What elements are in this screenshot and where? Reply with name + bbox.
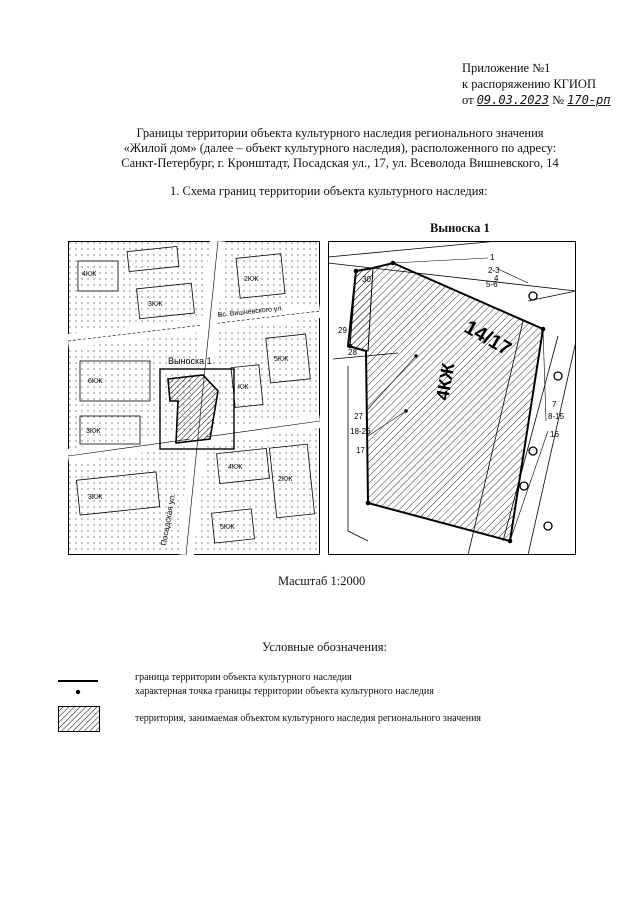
appendix-number: 170-рп <box>567 93 611 107</box>
callout-title: Выноска 1 <box>430 221 490 235</box>
appendix-title: Приложение №1 <box>462 61 551 75</box>
overview-label-7: 3КЖ <box>88 494 103 501</box>
point-label-17: 17 <box>356 446 365 455</box>
point-label-8-15: 8-15 <box>548 412 565 421</box>
point-label-28: 28 <box>348 348 357 357</box>
callout-map <box>328 241 576 555</box>
overview-label-4: 6КЖ <box>88 378 103 385</box>
point-label-7: 7 <box>552 400 557 409</box>
appendix-order: к распоряжению КГИОП <box>462 77 596 91</box>
legend-hatch-symbol <box>58 706 100 732</box>
appendix-from: от <box>462 93 474 107</box>
building-floors-label: 4КЖ <box>432 361 459 402</box>
overview-label-3: 5КЖ <box>274 356 289 363</box>
overview-label-9: 2КЖ <box>278 476 293 483</box>
overview-callout-label: Выноска 1 <box>168 356 212 366</box>
appendix-block <box>462 60 610 108</box>
overview-label-5: 3КЖ <box>86 428 101 435</box>
appendix-date: 09.03.2023 <box>476 93 549 107</box>
appendix-date-line <box>462 92 610 108</box>
legend-point-symbol <box>74 688 82 696</box>
appendix-number-sign: № <box>552 93 564 107</box>
overview-label-8: 4КЖ <box>228 464 243 471</box>
building-number-label: 14/17 <box>460 316 515 361</box>
overview-label-2: 2КЖ <box>244 276 259 283</box>
street-label-posadskaya: Посадская ул. <box>159 492 178 547</box>
scale-label: Масштаб 1:2000 <box>278 574 366 588</box>
point-label-5-6: 5-6 <box>486 280 498 289</box>
point-label-27: 27 <box>354 412 363 421</box>
point-label-30: 30 <box>362 275 371 284</box>
overview-label-10: 5КЖ <box>220 524 235 531</box>
legend-line-symbol <box>58 676 98 686</box>
heading-line-3: Санкт-Петербург, г. Кронштадт, Посадская ул., 17, ул. Всеволода Вишневского, 14 <box>121 156 559 170</box>
overview-label-0: 4КЖ <box>82 271 97 278</box>
point-label-16: 16 <box>550 430 559 439</box>
document-heading <box>60 126 620 171</box>
heading-line-2: «Жилой дом» (далее – объект культурного наследия), расположенного по адресу: <box>123 141 557 155</box>
section-1-title: 1. Схема границ территории объекта культурного наследия: <box>170 184 488 198</box>
street-label-vishnevskogo: Вс. Вишневского ул. <box>217 305 284 319</box>
point-label-18-26: 18-26 <box>350 427 371 436</box>
point-label-29: 29 <box>338 326 347 335</box>
legend-item-point: характерная точка границы территории объекта культурного наследия <box>135 686 434 697</box>
legend-item-boundary: граница территории объекта культурного наследия <box>135 672 352 683</box>
point-label-4: 4 <box>494 274 499 283</box>
overview-label-1: 3КЖ <box>148 301 163 308</box>
heading-line-1: Границы территории объекта культурного наследия регионального значения <box>136 126 544 140</box>
overview-map <box>68 241 320 555</box>
overview-label-6: КЖ <box>238 384 249 391</box>
legend-title: Условные обозначения: <box>262 640 388 654</box>
point-label-2-3: 2-3 <box>488 266 500 275</box>
legend-item-territory: территория, занимаемая объектом культурного наследия регионального значения <box>135 713 482 724</box>
point-label-1: 1 <box>490 253 495 262</box>
